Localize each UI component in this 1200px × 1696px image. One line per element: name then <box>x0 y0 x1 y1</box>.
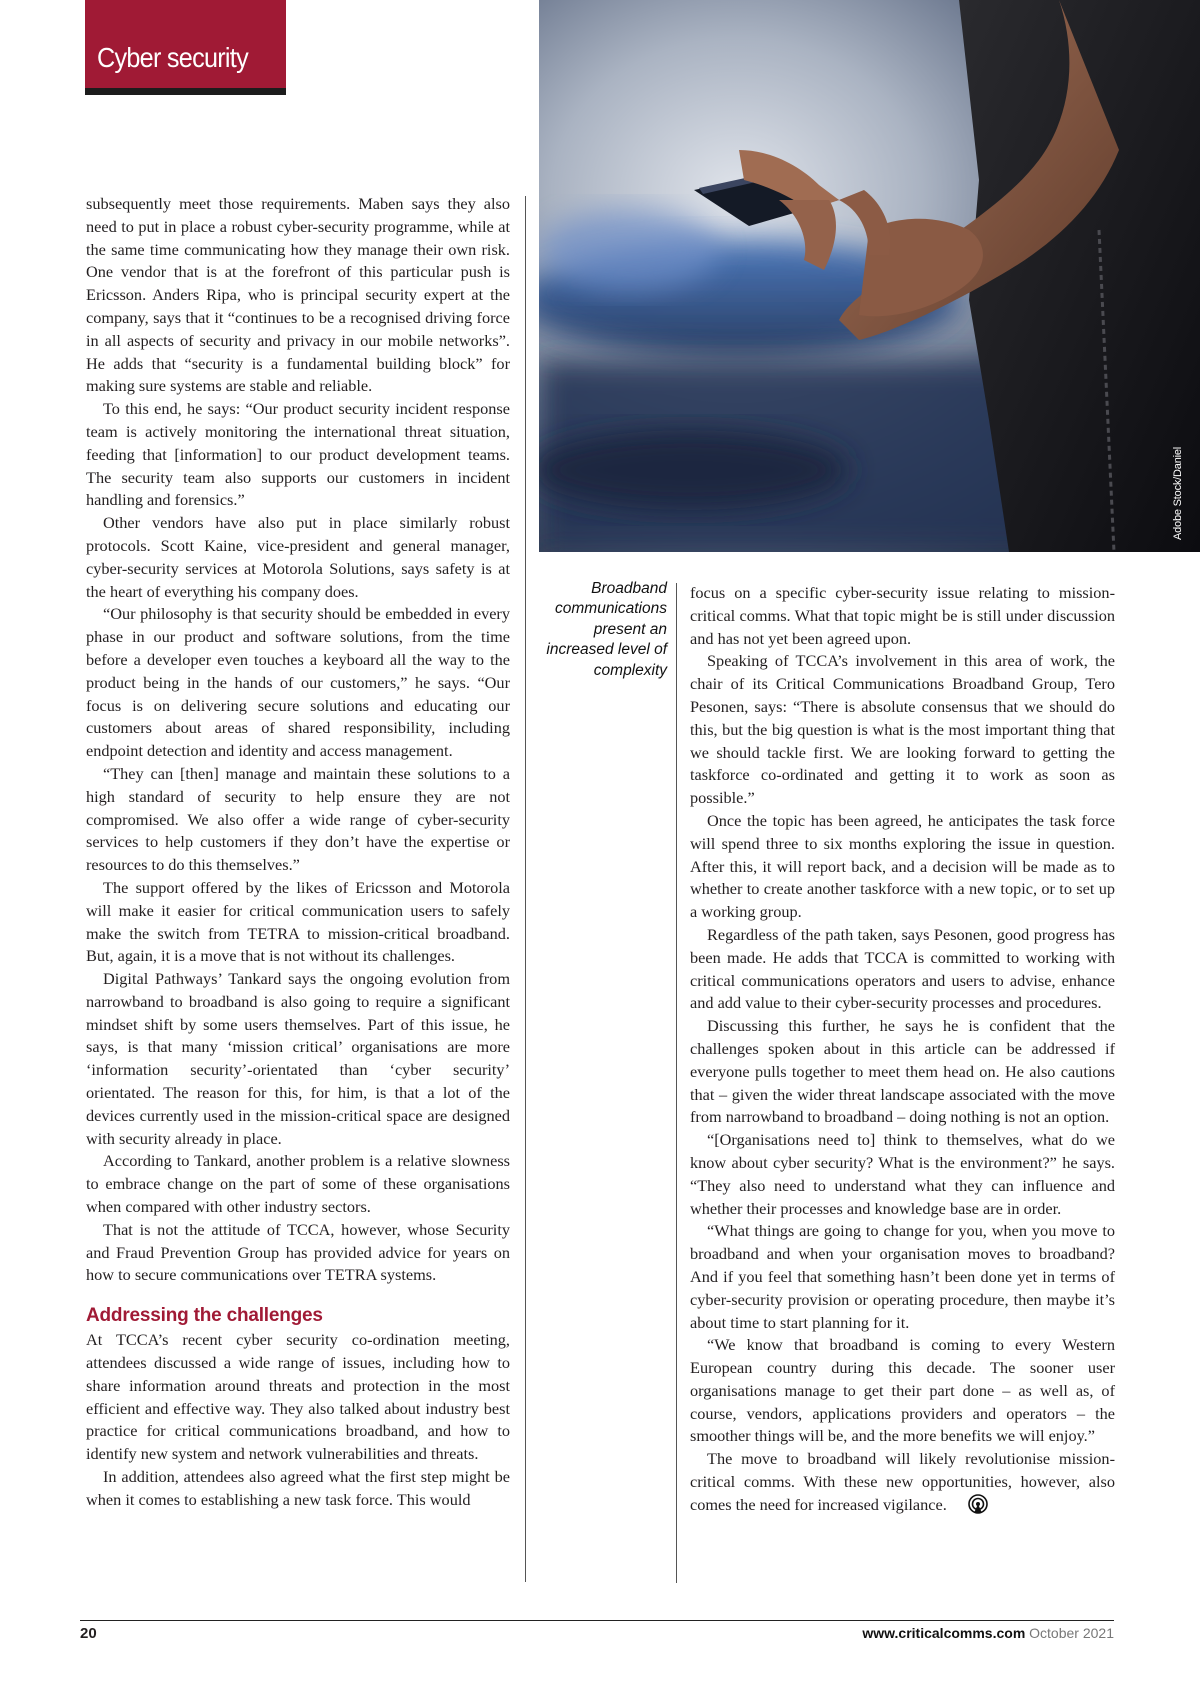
article-paragraph: Discussing this further, he says he is confident that the challenges spoken about in this article can be addressed if everyone pulls together to meet them head on. He also cautions that – given the wider threat landscape associated with the move from narrowband to broadband – doing nothing is not an option. <box>690 1016 1115 1127</box>
article-paragraph: “They can [then] manage and maintain these solutions to a high standard of security to help ensure they are not compromised. We also offer a wide range of cyber-security services to help customers if they don’t have the expertise or resources to do this themselves.” <box>86 763 510 875</box>
footer-rule <box>80 1620 1114 1621</box>
article-paragraph: Speaking of TCCA’s involvement in this area of work, the chair of its Critical Communications Broadband Group, Tero Pesonen, says: “There is absolute consensus that we should do this, but the big question is what is the most important thing that we should tackle first. We are looking forward to getting the taskforce co-ordinated and getting it to work as soon as possible.” <box>690 651 1115 808</box>
section-label: Cyber security <box>97 42 248 73</box>
column-divider <box>525 196 526 1582</box>
article-paragraph: Other vendors have also put in place similarly robust protocols. Scott Kaine, vice-president and general manager, cyber-security services at Motorola Solutions, says safety is at the heart of everything his company does. <box>86 513 510 601</box>
article-paragraph: Regardless of the path taken, says Pesonen, good progress has been made. He adds that TCCA is committed to working with critical communications operators and users to advise, enhance and add value to their cyber-security processes and procedures. <box>690 924 1115 1013</box>
section-tab <box>85 0 286 95</box>
article-column-left <box>86 193 510 1512</box>
article-column-right <box>690 582 1115 1521</box>
page-number: 20 <box>80 1625 97 1642</box>
footer-website[interactable]: www.criticalcomms.com <box>862 1625 1026 1641</box>
article-paragraph: “We know that broadband is coming to every Western European country during this decade. The sooner user organisations manage to get their part done – as well as, of course, vendors, applications providers and operators – the smoother things will be, and the more benefits we will enjoy.” <box>690 1335 1115 1446</box>
article-paragraph: That is not the attitude of TCCA, however, whose Security and Fraud Prevention Group has provided advice for years on how to secure communications over TETRA systems. <box>86 1219 510 1285</box>
article-paragraph: According to Tankard, another problem is a relative slowness to embrace change on the part of some of these organisations when compared with other industry sectors. <box>86 1151 510 1217</box>
article-paragraph: The support offered by the likes of Ericsson and Motorola will make it easier for critical communication users to safely make the switch from TETRA to mission-critical broadband. But, again, it is a move that is not without its challenges. <box>86 877 510 966</box>
article-paragraph: Once the topic has been agreed, he anticipates the task force will spend three to six months exploring the issue in question. After this, it will report back, and a decision will be made as to whether to create another taskforce with a new topic, or to set up a working group. <box>690 810 1115 922</box>
footer-publication-info <box>862 1625 1114 1641</box>
article-paragraph: In addition, attendees also agreed what the first step might be when it comes to establishing a new task force. This would <box>86 1467 510 1509</box>
article-paragraph: “What things are going to change for you, when you move to broadband and when your organisation moves to broadband? And if you feel that something hasn’t been done yet in terms of cyber-security provision or operating procedure, then maybe it’s about time to start planning for it. <box>690 1221 1115 1332</box>
photo-hands-smartphone <box>539 0 1200 552</box>
photo-credit: Adobe Stock/Daniel <box>1172 446 1184 540</box>
photo-caption: Broadband communications present an increased level of complexity <box>546 580 667 679</box>
end-of-article-icon <box>951 1494 988 1521</box>
article-paragraph: “[Organisations need to] think to themselves, what do we know about cyber security? What is the environment?” he says. “They also need to understand what they can influence and whether their processes and knowledge base are in order. <box>690 1130 1115 1218</box>
article-paragraph: Digital Pathways’ Tankard says the ongoing evolution from narrowband to broadband is also going to require a significant mindset shift by some users themselves. Part of this issue, he says, is that many ‘mission critical’ organisations are more ‘information security’-orientated than ‘cyber security’ orientated. The reason for this, for him, is that a lot of the devices currently used in the mission-critical space are designed with security already in place. <box>86 969 510 1148</box>
article-paragraph: At TCCA’s recent cyber security co-ordination meeting, attendees discussed a wide range of issues, including how to share information around threats and protection in the most efficient and effective way. They also talked about industry best practice for critical communications broadband, and how to identify new system and network vulnerabilities and threats. <box>86 1330 510 1464</box>
footer-issue-date: October 2021 <box>1029 1625 1114 1641</box>
section-subhead: Addressing the challenges <box>86 1305 323 1327</box>
caption-divider <box>676 583 677 1583</box>
final-paragraph-text: The move to broadband will likely revolutionise mission-critical comms. With these new opportunities, however, also comes the need for increased vigilance. <box>690 1449 1115 1514</box>
article-paragraph: focus on a specific cyber-security issue relating to mission-critical comms. What that topic might be is still under discussion and has not yet been agreed upon. <box>690 583 1115 648</box>
article-paragraph-final <box>690 1448 1115 1520</box>
article-paragraph: To this end, he says: “Our product security incident response team is actively monitoring the international threat situation, feeding that [information] to our product development teams. The security team also supports our customers in incident handling and forensics.” <box>86 399 510 510</box>
article-photo <box>539 0 1200 552</box>
article-paragraph: subsequently meet those requirements. Maben says they also need to put in place a robust cyber-security programme, while at the same time communicating how they manage their own risk. One vendor that is at the forefront of this particular push is Ericsson. Anders Ripa, who is principal security expert at the company, says that it “continues to be a recognised driving force in all aspects of security and privacy in our mobile networks”. He adds that “security is a fundamental building block” for making sure systems are stable and reliable. <box>86 194 510 396</box>
article-paragraph: “Our philosophy is that security should be embedded in every phase in our product and software solutions, from the time before a developer even touches a keyboard all the way to the product being in the hands of our customers,” he says. “Our focus is on delivering secure solutions and educating our customers about areas of shared responsibility, including endpoint detection and identity and access management. <box>86 604 510 761</box>
